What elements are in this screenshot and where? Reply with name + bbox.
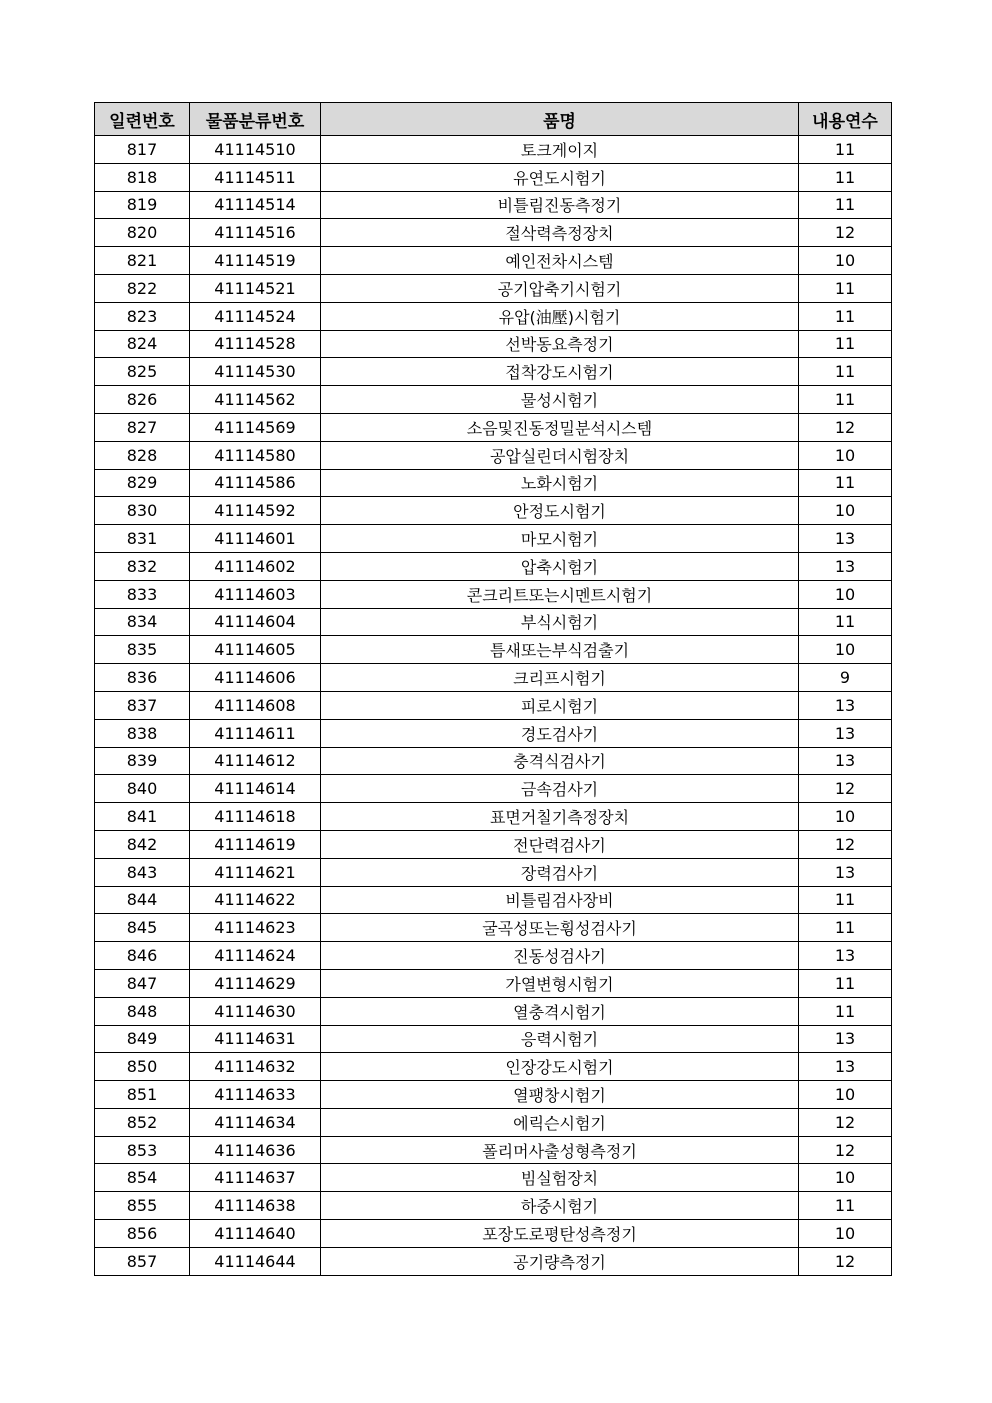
table-row — [95, 1136, 892, 1164]
table-row — [95, 469, 892, 497]
serial-number-cell: 823 — [95, 302, 190, 330]
classification-number-cell: 41114608 — [190, 691, 321, 719]
table-row — [95, 775, 892, 803]
serial-number-cell: 849 — [95, 1025, 190, 1053]
classification-number-cell: 41114619 — [190, 830, 321, 858]
service-life-cell: 13 — [799, 942, 892, 970]
classification-number-cell: 41114623 — [190, 914, 321, 942]
item-name-cell: 인장강도시험기 — [321, 1053, 799, 1081]
classification-number-cell: 41114514 — [190, 191, 321, 219]
item-name-cell: 열팽창시험기 — [321, 1081, 799, 1109]
table-row — [95, 136, 892, 164]
classification-number-cell: 41114569 — [190, 413, 321, 441]
classification-number-cell: 41114510 — [190, 136, 321, 164]
header-service-life: 내용연수 — [799, 103, 892, 136]
item-name-cell: 표면거칠기측정장치 — [321, 803, 799, 831]
serial-number-cell: 831 — [95, 525, 190, 553]
serial-number-cell: 826 — [95, 386, 190, 414]
classification-number-cell: 41114519 — [190, 247, 321, 275]
item-name-cell: 선박동요측정기 — [321, 330, 799, 358]
serial-number-cell: 844 — [95, 886, 190, 914]
classification-number-cell: 41114634 — [190, 1108, 321, 1136]
classification-number-cell: 41114528 — [190, 330, 321, 358]
serial-number-cell: 820 — [95, 219, 190, 247]
item-name-cell: 에릭슨시험기 — [321, 1108, 799, 1136]
table-row — [95, 914, 892, 942]
item-name-cell: 피로시험기 — [321, 691, 799, 719]
table-row — [95, 1081, 892, 1109]
item-name-cell: 공압실린더시험장치 — [321, 441, 799, 469]
serial-number-cell: 837 — [95, 691, 190, 719]
classification-number-cell: 41114614 — [190, 775, 321, 803]
table-row — [95, 358, 892, 386]
item-name-cell: 물성시험기 — [321, 386, 799, 414]
service-life-cell: 12 — [799, 219, 892, 247]
service-life-cell: 12 — [799, 1108, 892, 1136]
item-name-cell: 예인전차시스템 — [321, 247, 799, 275]
classification-number-cell: 41114621 — [190, 858, 321, 886]
serial-number-cell: 833 — [95, 580, 190, 608]
item-name-cell: 크리프시험기 — [321, 664, 799, 692]
item-name-cell: 굴곡성또는휭성검사기 — [321, 914, 799, 942]
service-life-cell: 11 — [799, 386, 892, 414]
classification-number-cell: 41114638 — [190, 1192, 321, 1220]
item-name-cell: 금속검사기 — [321, 775, 799, 803]
item-name-cell: 전단력검사기 — [321, 830, 799, 858]
service-life-cell: 11 — [799, 330, 892, 358]
table-row — [95, 942, 892, 970]
service-life-cell: 10 — [799, 247, 892, 275]
service-life-cell: 9 — [799, 664, 892, 692]
classification-number-cell: 41114644 — [190, 1247, 321, 1275]
serial-number-cell: 854 — [95, 1164, 190, 1192]
item-name-cell: 경도검사기 — [321, 719, 799, 747]
item-name-cell: 콘크리트또는시멘트시험기 — [321, 580, 799, 608]
service-life-cell: 11 — [799, 886, 892, 914]
table-row — [95, 664, 892, 692]
service-life-cell: 10 — [799, 580, 892, 608]
classification-number-cell: 41114629 — [190, 969, 321, 997]
serial-number-cell: 832 — [95, 552, 190, 580]
serial-number-cell: 847 — [95, 969, 190, 997]
item-name-cell: 진동성검사기 — [321, 942, 799, 970]
table-row — [95, 580, 892, 608]
item-name-cell: 비틀림진동측정기 — [321, 191, 799, 219]
service-life-cell: 13 — [799, 719, 892, 747]
table-row — [95, 969, 892, 997]
classification-number-cell: 41114580 — [190, 441, 321, 469]
serial-number-cell: 840 — [95, 775, 190, 803]
service-life-cell: 10 — [799, 441, 892, 469]
table-row — [95, 691, 892, 719]
table-row — [95, 830, 892, 858]
serial-number-cell: 839 — [95, 747, 190, 775]
service-life-cell: 13 — [799, 691, 892, 719]
table-row — [95, 274, 892, 302]
serial-number-cell: 848 — [95, 997, 190, 1025]
classification-number-cell: 41114632 — [190, 1053, 321, 1081]
service-life-cell: 12 — [799, 1247, 892, 1275]
serial-number-cell: 824 — [95, 330, 190, 358]
item-name-cell: 틈새또는부식검출기 — [321, 636, 799, 664]
item-name-cell: 폴리머사출성형측정기 — [321, 1136, 799, 1164]
serial-number-cell: 827 — [95, 413, 190, 441]
classification-number-cell: 41114633 — [190, 1081, 321, 1109]
item-name-cell: 포장도로평탄성측정기 — [321, 1220, 799, 1248]
service-life-cell: 13 — [799, 1025, 892, 1053]
service-life-cell: 12 — [799, 775, 892, 803]
table-row — [95, 858, 892, 886]
classification-number-cell: 41114622 — [190, 886, 321, 914]
item-name-cell: 절삭력측정장치 — [321, 219, 799, 247]
header-row — [95, 103, 892, 136]
classification-number-cell: 41114601 — [190, 525, 321, 553]
serial-number-cell: 818 — [95, 163, 190, 191]
table-row — [95, 803, 892, 831]
classification-number-cell: 41114640 — [190, 1220, 321, 1248]
table-row — [95, 1108, 892, 1136]
serial-number-cell: 828 — [95, 441, 190, 469]
table-row — [95, 1247, 892, 1275]
item-name-cell: 유압(油壓)시험기 — [321, 302, 799, 330]
classification-number-cell: 41114511 — [190, 163, 321, 191]
serial-number-cell: 829 — [95, 469, 190, 497]
item-name-cell: 공기량측정기 — [321, 1247, 799, 1275]
item-table — [94, 102, 892, 1276]
classification-number-cell: 41114606 — [190, 664, 321, 692]
service-life-cell: 11 — [799, 302, 892, 330]
classification-number-cell: 41114636 — [190, 1136, 321, 1164]
item-name-cell: 열충격시험기 — [321, 997, 799, 1025]
serial-number-cell: 817 — [95, 136, 190, 164]
serial-number-cell: 830 — [95, 497, 190, 525]
table-row — [95, 497, 892, 525]
serial-number-cell: 851 — [95, 1081, 190, 1109]
service-life-cell: 10 — [799, 803, 892, 831]
table-row — [95, 636, 892, 664]
serial-number-cell: 846 — [95, 942, 190, 970]
service-life-cell: 12 — [799, 1136, 892, 1164]
classification-number-cell: 41114602 — [190, 552, 321, 580]
serial-number-cell: 857 — [95, 1247, 190, 1275]
serial-number-cell: 843 — [95, 858, 190, 886]
serial-number-cell: 822 — [95, 274, 190, 302]
service-life-cell: 10 — [799, 497, 892, 525]
service-life-cell: 11 — [799, 608, 892, 636]
table-row — [95, 608, 892, 636]
service-life-cell: 10 — [799, 636, 892, 664]
serial-number-cell: 819 — [95, 191, 190, 219]
item-name-cell: 충격식검사기 — [321, 747, 799, 775]
classification-number-cell: 41114530 — [190, 358, 321, 386]
classification-number-cell: 41114624 — [190, 942, 321, 970]
serial-number-cell: 855 — [95, 1192, 190, 1220]
service-life-cell: 12 — [799, 830, 892, 858]
classification-number-cell: 41114586 — [190, 469, 321, 497]
header-serial-number: 일련번호 — [95, 103, 190, 136]
classification-number-cell: 41114631 — [190, 1025, 321, 1053]
service-life-cell: 13 — [799, 858, 892, 886]
serial-number-cell: 842 — [95, 830, 190, 858]
item-name-cell: 노화시험기 — [321, 469, 799, 497]
item-name-cell: 마모시험기 — [321, 525, 799, 553]
serial-number-cell: 835 — [95, 636, 190, 664]
classification-number-cell: 41114611 — [190, 719, 321, 747]
table-row — [95, 1164, 892, 1192]
classification-number-cell: 41114521 — [190, 274, 321, 302]
table-row — [95, 997, 892, 1025]
classification-number-cell: 41114604 — [190, 608, 321, 636]
classification-number-cell: 41114524 — [190, 302, 321, 330]
table-row — [95, 1192, 892, 1220]
item-name-cell: 부식시험기 — [321, 608, 799, 636]
service-life-cell: 11 — [799, 163, 892, 191]
service-life-cell: 11 — [799, 136, 892, 164]
item-name-cell: 장력검사기 — [321, 858, 799, 886]
table-row — [95, 1053, 892, 1081]
classification-number-cell: 41114630 — [190, 997, 321, 1025]
item-name-cell: 압축시험기 — [321, 552, 799, 580]
item-name-cell: 비틀림검사장비 — [321, 886, 799, 914]
service-life-cell: 11 — [799, 1192, 892, 1220]
service-life-cell: 10 — [799, 1164, 892, 1192]
serial-number-cell: 853 — [95, 1136, 190, 1164]
service-life-cell: 12 — [799, 413, 892, 441]
item-name-cell: 응력시험기 — [321, 1025, 799, 1053]
serial-number-cell: 836 — [95, 664, 190, 692]
table-body — [95, 136, 892, 1276]
table-row — [95, 413, 892, 441]
item-name-cell: 소음및진동정밀분석시스템 — [321, 413, 799, 441]
serial-number-cell: 850 — [95, 1053, 190, 1081]
table-row — [95, 163, 892, 191]
service-life-cell: 11 — [799, 274, 892, 302]
table-row — [95, 747, 892, 775]
item-name-cell: 안정도시험기 — [321, 497, 799, 525]
serial-number-cell: 856 — [95, 1220, 190, 1248]
item-name-cell: 유연도시험기 — [321, 163, 799, 191]
service-life-cell: 11 — [799, 469, 892, 497]
item-name-cell: 하중시험기 — [321, 1192, 799, 1220]
table-row — [95, 1025, 892, 1053]
service-life-cell: 11 — [799, 997, 892, 1025]
service-life-cell: 11 — [799, 358, 892, 386]
table-row — [95, 441, 892, 469]
classification-number-cell: 41114618 — [190, 803, 321, 831]
item-name-cell: 토크게이지 — [321, 136, 799, 164]
service-life-cell: 13 — [799, 1053, 892, 1081]
item-name-cell: 공기압축기시험기 — [321, 274, 799, 302]
table-row — [95, 302, 892, 330]
serial-number-cell: 838 — [95, 719, 190, 747]
table-row — [95, 247, 892, 275]
serial-number-cell: 841 — [95, 803, 190, 831]
classification-number-cell: 41114603 — [190, 580, 321, 608]
classification-number-cell: 41114592 — [190, 497, 321, 525]
classification-number-cell: 41114612 — [190, 747, 321, 775]
classification-number-cell: 41114516 — [190, 219, 321, 247]
header-classification-number: 물품분류번호 — [190, 103, 321, 136]
table-row — [95, 886, 892, 914]
item-name-cell: 빔실험장치 — [321, 1164, 799, 1192]
table-row — [95, 1220, 892, 1248]
item-name-cell: 가열변형시험기 — [321, 969, 799, 997]
table-row — [95, 552, 892, 580]
table-row — [95, 525, 892, 553]
table-row — [95, 330, 892, 358]
header-item-name: 품명 — [321, 103, 799, 136]
serial-number-cell: 845 — [95, 914, 190, 942]
classification-number-cell: 41114637 — [190, 1164, 321, 1192]
classification-number-cell: 41114562 — [190, 386, 321, 414]
service-life-cell: 13 — [799, 747, 892, 775]
serial-number-cell: 852 — [95, 1108, 190, 1136]
service-life-cell: 10 — [799, 1081, 892, 1109]
table-row — [95, 219, 892, 247]
service-life-cell: 11 — [799, 191, 892, 219]
service-life-cell: 11 — [799, 969, 892, 997]
service-life-cell: 13 — [799, 525, 892, 553]
table-row — [95, 386, 892, 414]
serial-number-cell: 825 — [95, 358, 190, 386]
service-life-cell: 11 — [799, 914, 892, 942]
service-life-cell: 13 — [799, 552, 892, 580]
serial-number-cell: 834 — [95, 608, 190, 636]
item-name-cell: 접착강도시험기 — [321, 358, 799, 386]
serial-number-cell: 821 — [95, 247, 190, 275]
table-row — [95, 191, 892, 219]
classification-number-cell: 41114605 — [190, 636, 321, 664]
table-row — [95, 719, 892, 747]
service-life-cell: 10 — [799, 1220, 892, 1248]
